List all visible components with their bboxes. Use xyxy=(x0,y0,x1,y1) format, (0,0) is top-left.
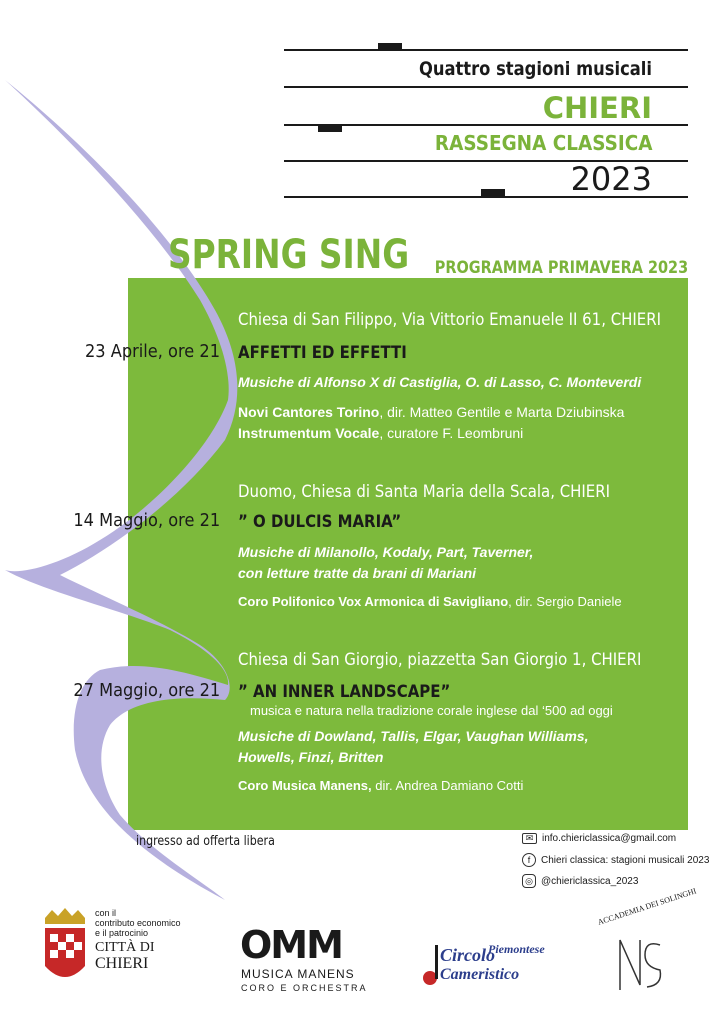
circolo-text: Circolo xyxy=(440,945,496,965)
event-venue: Chiesa di San Filippo, Via Vittorio Emanuele II 61, CHIERI xyxy=(238,310,662,330)
event-program: Howells, Finzi, Britten xyxy=(238,749,384,765)
event-program: Musiche di Alfonso X di Castiglia, O. di Lasso, C. Monteverdi xyxy=(238,374,642,390)
event-title: AFFETTI ED EFFETTI xyxy=(238,343,407,363)
event-title: ” AN INNER LANDSCAPE” xyxy=(238,682,451,702)
event-venue: Chiesa di San Giorgio, piazzetta San Giorgio 1, CHIERI xyxy=(238,650,642,670)
event-venue: Duomo, Chiesa di Santa Maria della Scala, CHIERI xyxy=(238,482,611,502)
note-mark xyxy=(378,43,402,50)
event-date: 14 Maggio, ore 21 xyxy=(73,510,220,531)
series-title: Quattro stagioni musicali xyxy=(418,58,652,80)
program-subtitle: PROGRAMMA PRIMAVERA 2023 xyxy=(434,258,688,278)
omm-logo: OMM xyxy=(240,923,342,967)
event-performer: Coro Polifonico Vox Armonica di Savigliano, dir. Sergio Daniele xyxy=(238,594,622,609)
omm-subname: CORO E ORCHESTRA xyxy=(241,983,368,993)
city-name: CITTÀ DI xyxy=(95,940,155,955)
instagram-icon: ◎ xyxy=(522,874,536,888)
circolo-text: Cameristico xyxy=(440,966,520,983)
event-program: Musiche di Milanollo, Kodaly, Part, Taverner, xyxy=(238,544,534,560)
city-name: CHIERI xyxy=(95,955,149,972)
admission-note: ingresso ad offerta libera xyxy=(136,834,275,849)
event-title: ” O DULCIS MARIA” xyxy=(238,512,402,532)
patronage-text: e il patrocinio xyxy=(95,928,149,938)
event-date: 27 Maggio, ore 21 xyxy=(73,680,220,701)
year: 2023 xyxy=(570,160,652,198)
facebook-icon: f xyxy=(522,853,536,867)
event-date: 23 Aprile, ore 21 xyxy=(84,341,220,362)
contact-email[interactable]: ✉ info.chiericlassica@gmail.com xyxy=(522,833,676,844)
note-mark xyxy=(481,189,505,196)
staff-line xyxy=(284,49,688,51)
contact-facebook[interactable]: f Chieri classica: stagioni musicali 2023 xyxy=(522,853,709,867)
staff-line xyxy=(284,86,688,88)
patronage-text: contributo economico xyxy=(95,918,181,928)
circolo-text: Piemontese xyxy=(488,942,545,956)
event-program: Musiche di Dowland, Tallis, Elgar, Vaughan Williams, xyxy=(238,728,589,744)
contact-instagram[interactable]: ◎ @chiericlassica_2023 xyxy=(522,874,638,888)
event-performer: Novi Cantores Torino, dir. Matteo Gentile e Marta Dziubinska xyxy=(238,404,625,420)
omm-name: MUSICA MANENS xyxy=(241,967,355,981)
event-program: con letture tratte da brani di Mariani xyxy=(238,565,477,581)
event-performer: Coro Musica Manens, dir. Andrea Damiano Cotti xyxy=(238,778,524,793)
chieri-crest-icon xyxy=(40,908,90,990)
rassegna-title: RASSEGNA CLASSICA xyxy=(434,131,652,155)
clef-shape xyxy=(0,70,250,910)
event-performer: Instrumentum Vocale, curatore F. Leombruni xyxy=(238,425,524,441)
patronage-text: con il xyxy=(95,908,117,918)
note-mark xyxy=(318,125,342,132)
accademia-logo-icon xyxy=(615,935,665,993)
main-title: SPRING SING xyxy=(168,232,410,278)
city-title: CHIERI xyxy=(542,91,652,125)
event-subtitle: musica e natura nella tradizione corale inglese dal ‘500 ad oggi xyxy=(250,703,613,718)
accademia-name: ACCADEMIA DEI SOLINGHI xyxy=(596,886,698,927)
mail-icon: ✉ xyxy=(522,833,537,844)
